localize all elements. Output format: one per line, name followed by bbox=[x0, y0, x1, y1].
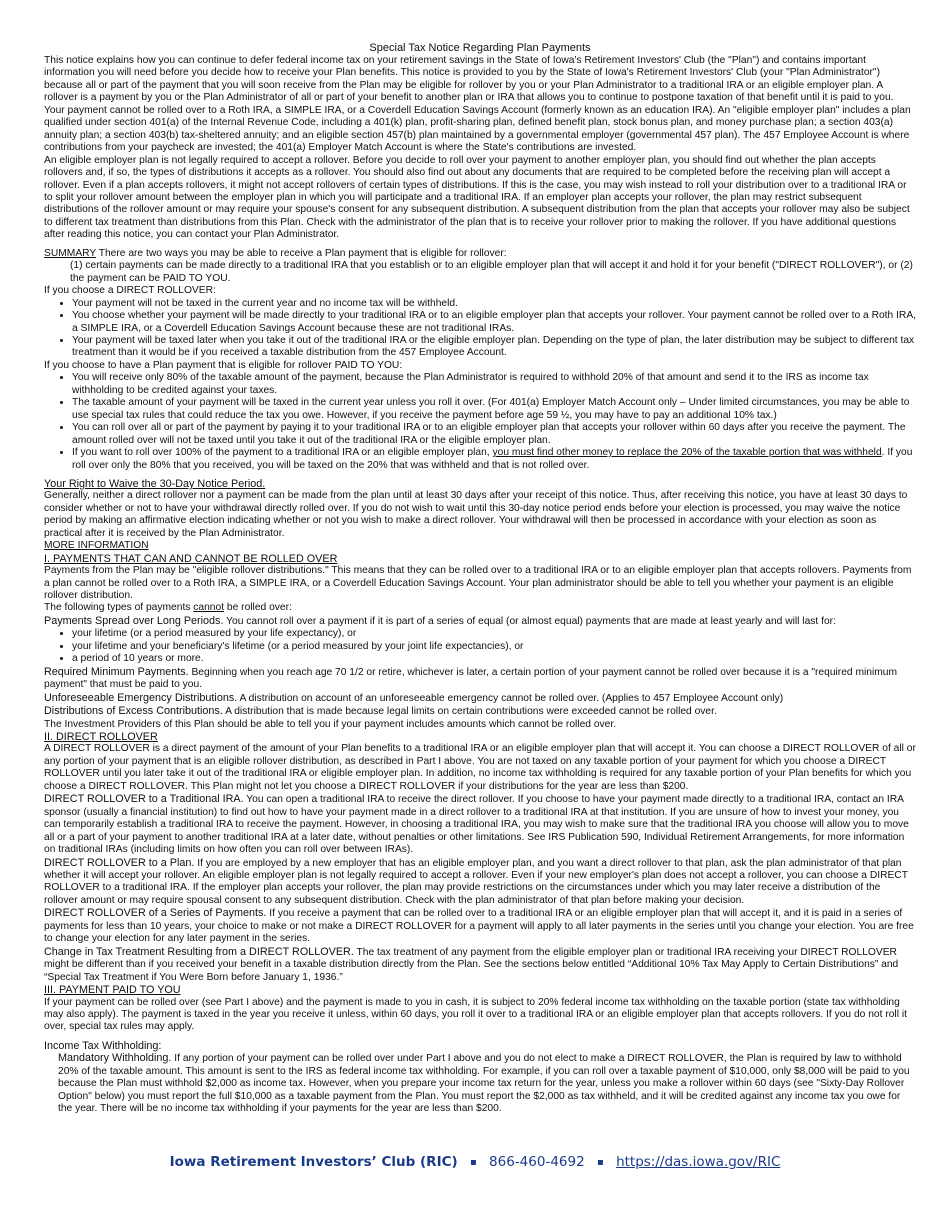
intro-paragraph-1: This notice explains how you can continue to defer federal income tax on your retirement savings in the State of Iowa's Retirement Investors' Club (the "Plan") and contains important information you will need before you decide how to receive your Plan benefits. This notice is provided to you by the State of Iowa's Retirement Investors' Club (your "Plan Administrator") because all or part of the payment that you will soon receive from the Plan may be eligible for rollover by you or your Plan Administrator to a traditional IRA or an eligible employer plan. A rollover is a payment by you or the Plan Administrator of all or part of your benefit to another plan or IRA that allows you to continue to postpone taxation of that benefit until it is paid to you. Your payment cannot be rolled over to a Roth IRA, a SIMPLE IRA, or a Coverdell Education Savings Account (formerly known as an education IRA). An "eligible employer plan" includes a plan qualified under section 401(a) of the Internal Revenue Code, including a 401(k) plan, profit-sharing plan, defined benefit plan, stock bonus plan, and money purchase plan; a section 403(a) annuity plan; a section 403(b) tax-sheltered annuity; and an eligible section 457(b) plan maintained by a governmental employer (governmental 457 plan). The 457 Employee Account is where contributions from your paycheck are invested; the 401(a) Employer Match Account is where the State's contributions are invested. bbox=[44, 55, 911, 154]
list-item-text: . If you roll over only the 80% that you received, you will be taxed on the 20% that was withheld and that is not rolled over. bbox=[72, 447, 913, 471]
list-item: • your lifetime (or a period measured by your life expectancy), or bbox=[72, 628, 916, 640]
paid-to-you-list bbox=[44, 372, 916, 472]
footer-separator: ▪ bbox=[596, 1157, 604, 1168]
excess-text: A distribution that is made because legal limits on certain contributions were exceeded cannot be rolled over. bbox=[222, 706, 717, 718]
list-item: • Your payment will be taxed later when you take it out of the traditional IRA or the eligible employer plan. Depending on the type of plan, the later distribution may be subject to different tax treatment than it would be if you received a taxable distribution from the 457 Employee Account. bbox=[72, 335, 916, 360]
paid-to-you-lead: If you choose to have a Plan payment that is eligible for rollover PAID TO YOU: bbox=[44, 359, 403, 371]
unforeseeable-paragraph bbox=[44, 692, 916, 705]
plan-heading: DIRECT ROLLOVER to a Plan. bbox=[44, 856, 195, 869]
part1-text: Payments from the Plan may be "eligible rollover distributions." This means that they can be rolled over to a traditional IRA or to an eligible employer plan that accepts rollovers. Payments from a plan cannot be rolled over to a Roth IRA, a SIMPLE IRA, or a Coverdell Education Savings Account. Your plan administrator should be able to tell you whether your payment is an eligible rollover distribution. bbox=[44, 565, 912, 602]
part1-types-text: be rolled over: bbox=[224, 602, 292, 614]
change-paragraph bbox=[44, 946, 916, 984]
list-item-underlined: you must find other money to replace the 20% of the taxable portion that was withheld bbox=[492, 447, 882, 459]
mandatory-text: If any portion of your payment can be rolled over under Part I above and you do not elect to make a DIRECT ROLLOVER, the Plan is required by law to withhold 20% of the taxable amount. This amount is sent to the IRS as federal income tax withholding. For example, if you can roll over a taxable payment of $10,000, only $8,000 will be paid to you because the Plan must withhold $2,000 as income tax. However, when you prepare your income tax return for the year, unless you make a rollover within 60 days (see "Sixty-Day Rollover Option" below) you must report the full $10,000 as a taxable payment from the Plan. You must report the $2,000 as tax withheld, and it will be credited against any income tax you owe for the year. There will be no income tax withholding if your payments for the year are less than $200. bbox=[58, 1053, 910, 1115]
rmd-text: Beginning when you reach age 70 1/2 or retire, whichever is later, a certain portion of your payment cannot be rolled over because it is a "required minimum payment" that must be paid to you. bbox=[44, 666, 898, 691]
spread-list bbox=[44, 628, 916, 665]
series-paragraph bbox=[44, 907, 916, 945]
spread-paragraph bbox=[44, 615, 916, 628]
notice-document bbox=[44, 42, 916, 1116]
change-heading: Change in Tax Treatment Resulting from a DIRECT ROLLOVER. bbox=[44, 945, 354, 958]
list-item: • You will receive only 80% of the taxable amount of the payment, because the Plan Administrator is required to withhold 20% of that amount and send it to the IRS as income tax withholding to be credited against your taxes. bbox=[72, 372, 916, 397]
footer-org: Iowa Retirement Investors’ Club (RIC) bbox=[169, 1154, 458, 1170]
summary-lead bbox=[44, 248, 916, 260]
ira-heading: DIRECT ROLLOVER to a Traditional IRA. bbox=[44, 793, 244, 806]
list-item: • your lifetime and your beneficiary's lifetime (or a period measured by your joint life expectancies), or bbox=[72, 641, 916, 653]
excess-heading: Distributions of Excess Contributions. bbox=[44, 705, 223, 718]
intro-paragraph-2: An eligible employer plan is not legally required to accept a rollover. Before you decide to roll over your payment to another employer plan, you should find out whether the plan accepts rollovers and, if so, the types of distributions it accepts as a rollover. You should also find out about any documents that are required to be completed before the receiving plan will accept a rollover. Even if a plan accepts rollovers, it might not accept rollovers of certain types of distributions. If this is the case, you may wish instead to roll your distribution over to a traditional IRA or to split your rollover amount between the employer plan in which you will participate and a traditional IRA. If an employer plan accepts your rollover, the plan may restrict subsequent distributions of the rollover amount or may require your spouse's consent for any subsequent distribution. A subsequent distribution from the plan that accepts your rollover may also be subject to different tax treatment than distributions from this Plan. Check with the administrator of the plan that is to receive your rollover prior to making the rollover. If you have additional questions after reading this notice, you can contact your Plan Administrator. bbox=[44, 154, 910, 241]
list-item: • You can roll over all or part of the payment by paying it to your traditional IRA or to an eligible employer plan that accepts your rollover within 60 days after you receive the payment. The amount rolled over will not be taxed until you take it out of the traditional IRA or the eligible employer plan. bbox=[72, 422, 916, 447]
ira-paragraph bbox=[44, 793, 916, 856]
part1-heading: I. PAYMENTS THAT CAN AND CANNOT BE ROLLED OVER bbox=[44, 552, 338, 565]
list-item: • a period of 10 years or more. bbox=[72, 653, 916, 665]
part1-types bbox=[44, 602, 916, 614]
change-text: The tax treatment of any payment from the eligible employer plan or traditional IRA receiving your DIRECT ROLLOVER might be different than if you received your benefit in a taxable distribution directly from the Plan. See the sections below entitled “Additional 10% Tax May Apply to Certain Distributions” and “Special Tax Treatment if You Were Born before January 1, 1936.” bbox=[44, 946, 899, 983]
direct-rollover-list bbox=[44, 298, 916, 360]
plan-text: If you are employed by a new employer that has an eligible employer plan, and you want a direct rollover to that plan, ask the plan administrator of that plan whether it will accept your rollover. An eligible employer plan is not legally required to accept a rollover. Even if your new employer's plan does not accept a rollover, you can choose a DIRECT ROLLOVER to a traditional IRA. If the employer plan accepts your rollover, the plan may provide restrictions on the circumstances under which you may later receive a distribution of the rollover amount or may require spousal consent to any subsequent distribution. Check with the plan administrator of that plan before making your decision. bbox=[44, 857, 908, 906]
rmd-paragraph bbox=[44, 666, 916, 692]
list-item-text: If you want to roll over 100% of the payment to a traditional IRA or an eligible employer plan, bbox=[72, 447, 493, 459]
footer-phone[interactable]: 866-460-4692 bbox=[489, 1154, 585, 1170]
summary-ways: (1) certain payments can be made directly to a traditional IRA that you establish or to an eligible employer plan that will accept it and hold it for your benefit ("DIRECT ROLLOVER"), or (2) the payment can be PAID TO YOU. bbox=[70, 260, 913, 284]
part3-heading: III. PAYMENT PAID TO YOU bbox=[44, 984, 181, 997]
spread-text: You cannot roll over a payment if it is part of a series of equal (or almost equal) payments that are made at least yearly and will last for: bbox=[223, 615, 836, 627]
list-item: • Your payment will not be taxed in the current year and no income tax will be withheld. bbox=[72, 298, 916, 310]
part2-text: A DIRECT ROLLOVER is a direct payment of the amount of your Plan benefits to a traditional IRA or an eligible employer plan that will accept it. You can choose a DIRECT ROLLOVER of all or any portion of your payment that is an eligible rollover distribution, as described in Part I above. You are not taxed on any taxable portion of your payment for which you choose a DIRECT ROLLOVER until you later take it out of the traditional IRA or eligible employer plan. In addition, no income tax withholding is required for any taxable portion of your Plan benefits for which you choose a DIRECT ROLLOVER. This Plan might not let you choose a DIRECT ROLLOVER if your distributions for the year are less than $200. bbox=[44, 743, 916, 792]
mandatory-heading: Mandatory Withholding. bbox=[58, 1052, 172, 1065]
direct-rollover-lead: If you choose a DIRECT ROLLOVER: bbox=[44, 285, 216, 297]
spread-heading: Payments Spread over Long Periods. bbox=[44, 614, 224, 627]
list-item bbox=[72, 447, 916, 472]
part1-types-text: The following types of payments bbox=[44, 602, 194, 614]
unforeseeable-heading: Unforeseeable Emergency Distributions. bbox=[44, 691, 238, 704]
mandatory-paragraph bbox=[44, 1052, 916, 1115]
summary-heading: SUMMARY bbox=[44, 247, 97, 259]
excess-paragraph bbox=[44, 705, 916, 718]
plan-paragraph bbox=[44, 857, 916, 908]
withholding-heading: Income Tax Withholding: bbox=[44, 1039, 162, 1052]
rmd-heading: Required Minimum Payments. bbox=[44, 665, 189, 678]
footer bbox=[0, 1154, 950, 1170]
providers-paragraph: The Investment Providers of this Plan should be able to tell you if your payment includes amounts which cannot be rolled over. bbox=[44, 718, 617, 730]
series-heading: DIRECT ROLLOVER of a Series of Payments. bbox=[44, 907, 267, 920]
part3-text: If your payment can be rolled over (see Part I above) and the payment is made to you in cash, it is subject to 20% federal income tax withholding on the taxable portion (state tax withholding may also apply). The payment is taxed in the year you receive it unless, within 60 days, you roll it over to a traditional IRA or an eligible employer plan that accepts rollovers. If you do not roll it over, special tax rules may apply. bbox=[44, 996, 907, 1033]
summary-lead-text: There are two ways you may be able to receive a Plan payment that is eligible for rollover: bbox=[96, 247, 507, 259]
more-info-heading: MORE INFORMATION bbox=[44, 540, 149, 552]
series-text: If you receive a payment that can be rolled over to a traditional IRA or an eligible employer plan that will accept it, and it is paid in a series of payments for less than 10 years, your choice to make or not make a DIRECT ROLLOVER for a payment will apply to all later payments in the series until you change your election. You are free to change your election for any later payment in the series. bbox=[44, 908, 914, 945]
part1-types-cannot: cannot bbox=[193, 602, 225, 614]
waive-text: Generally, neither a direct rollover nor a payment can be made from the plan until at least 30 days after your receipt of this notice. Thus, after receiving this notice, you have at least 30 days to consider whether or not to have your withdrawal directly rolled over. If you do not wish to wait until this 30-day notice period ends before your election is processed, you may waive the notice period by making an affirmative election indicating whether or not you wish to make a direct rollover. Your withdrawal will then be processed in accordance with your election as soon as practical after it is received by the Plan Administrator. bbox=[44, 490, 908, 539]
footer-link[interactable]: https://das.iowa.gov/RIC bbox=[616, 1154, 781, 1170]
list-item: • The taxable amount of your payment will be taxed in the current year unless you roll it over. (For 401(a) Employer Match Account only – Under limited circumstances, you may be able to use special tax rules that could reduce the tax you owe. However, if you receive the payment before age 59 ½, you may have to pay an additional 10% tax.) bbox=[72, 397, 916, 422]
footer-separator: ▪ bbox=[469, 1157, 477, 1168]
waive-heading: Your Right to Waive the 30-Day Notice Period. bbox=[44, 477, 266, 490]
page-title: Special Tax Notice Regarding Plan Payments bbox=[369, 42, 591, 54]
list-item: • You choose whether your payment will be made directly to your traditional IRA or to an eligible employer plan that accepts your rollover. Your payment cannot be rolled over to a Roth IRA, a SIMPLE IRA, or a Coverdell Education Savings Account because these are not traditional IRAs. bbox=[72, 310, 916, 335]
part2-heading: II. DIRECT ROLLOVER bbox=[44, 731, 158, 744]
ira-text: You can open a traditional IRA to receive the direct rollover. If you choose to have your payment made directly to a traditional IRA, contact an IRA sponsor (usually a financial institution) to find out how to have your payment made in a direct rollover to a traditional IRA at that institution. If you are unsure of how to invest your money, you can temporarily establish a traditional IRA to receive the payment. However, in choosing a traditional IRA, you may wish to make sure that the traditional IRA you choose will allow you to move all or a part of your payment to another traditional IRA at a later date, without penalties or other limitations. See IRS Publication 590, Individual Retirement Arrangements, for more information on traditional IRAs (including limits on how often you can roll over between IRAs). bbox=[44, 794, 909, 856]
unforeseeable-text: A distribution on account of an unforeseeable emergency cannot be rolled over. (Applies to 457 Employee Account only) bbox=[237, 692, 784, 704]
